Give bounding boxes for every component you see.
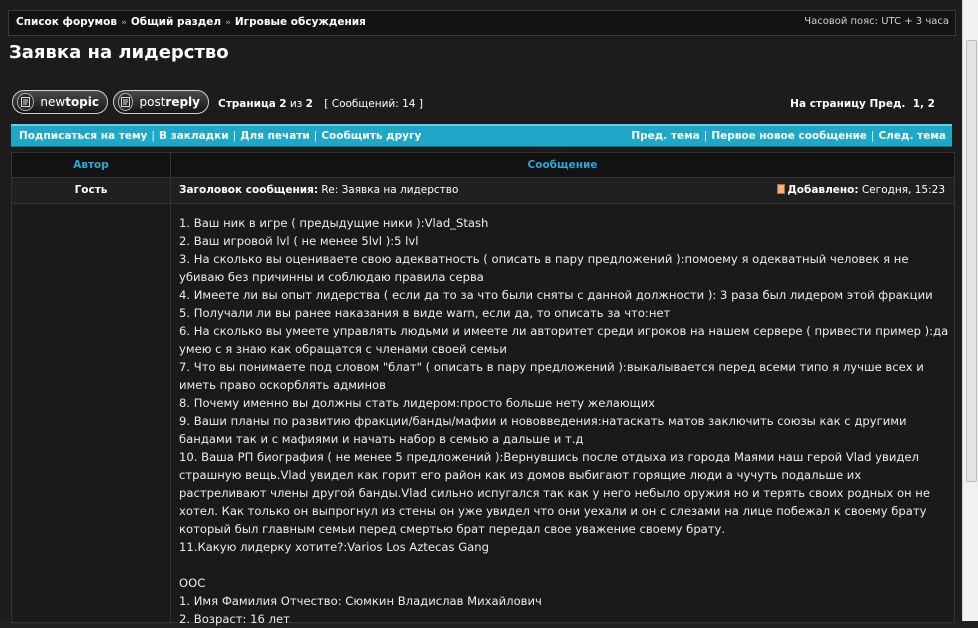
message-line: 8. Почему именно вы должны стать лидером:просто больше нету желающих [179, 396, 655, 410]
scrollbar-thumb[interactable] [966, 40, 977, 482]
message-line: 1. Ваш ник в игре ( предыдущие ники ):Vlad_Stash [179, 216, 489, 230]
separator: | [151, 130, 155, 142]
vertical-scrollbar[interactable] [962, 0, 978, 621]
separator: | [313, 130, 318, 142]
author-column-header: Автор [12, 153, 171, 177]
paragraph-gap [179, 556, 949, 574]
author-profile-column [12, 204, 171, 622]
message-line: 1. Имя Фамилия Отчество: Сюмкин Владислав Михайлович [179, 594, 542, 608]
posted-time: Сегодня, 15:23 [861, 184, 945, 196]
next-topic-link[interactable]: След. тема [878, 130, 946, 142]
topic-actions-right [631, 130, 946, 142]
total-pages: 2 [305, 98, 313, 110]
message-line: 4. Имеете ли вы опыт лидерства ( если да то за что были сняты с данной должности ): 3 раза был лидером этой фракции [179, 288, 933, 302]
separator: | [870, 130, 875, 142]
topic-actions-bar [11, 124, 952, 147]
page-info [218, 98, 423, 110]
message-count: [ Сообщений: 14 ] [324, 98, 423, 110]
post-body-row [12, 204, 954, 626]
breadcrumb-general-section[interactable]: Общий раздел [130, 16, 222, 28]
breadcrumb-separator-icon: » [120, 18, 127, 28]
page-navigation [790, 98, 935, 110]
navbar [8, 10, 956, 36]
post-header-row [12, 178, 954, 204]
bookmark-link[interactable]: В закладки [158, 130, 229, 142]
email-friend-link[interactable]: Сообщить другу [321, 130, 422, 142]
print-link[interactable]: Для печати [240, 130, 310, 142]
message-line: 7. Что вы понимаете под словом "блат" ( описать в пару предложений ):выкалывается перед всеми типо я лучше всех и иметь право оскорблять админов [179, 360, 924, 392]
post-message [179, 214, 949, 628]
page-links[interactable]: 1, 2 [912, 98, 935, 110]
topic-actions-left [19, 130, 421, 142]
post-subject [179, 184, 458, 196]
message-line: 2. Возраст: 16 лет [179, 612, 290, 626]
page-label: Страница [218, 98, 276, 110]
message-line: 6. На сколько вы умеете управлять людьми и имеете ли авторитет среди игроков на нашем сервере ( привести пример ):да умею с я знаю как обращатся с членами своей семьи [179, 324, 949, 356]
table-header [12, 153, 954, 178]
first-unread-link[interactable]: Первое новое сообщение [711, 130, 867, 142]
timezone-label: Часовой пояс: UTC + 3 часа [804, 16, 949, 27]
breadcrumb-forum-list[interactable]: Список форумов [16, 16, 117, 28]
current-page: 2 [279, 98, 287, 110]
page-title[interactable]: Заявка на лидерство [9, 42, 229, 63]
breadcrumb-game-discussions[interactable]: Игровые обсуждения [234, 16, 366, 28]
post-date [777, 184, 945, 196]
post-link-icon[interactable] [777, 184, 785, 194]
message-column-header: Сообщение [527, 159, 598, 171]
document-icon [118, 93, 133, 111]
breadcrumb-separator-icon: » [225, 18, 231, 28]
message-line: 11.Какую лидерку хотите?:Varios Los Aztecas Gang [179, 540, 489, 554]
message-line: 5. Получали ли вы ранее наказания в виде warn, если да, то описать за что:нет [179, 306, 671, 320]
message-line: 3. На сколько вы оцениваете свою адекватность ( описать в пару предложений ):помоему я одекватный человек я не убиваю без причинны и соблюдаю правила серва [179, 252, 909, 284]
page-of: из [289, 98, 303, 110]
prev-topic-link[interactable]: Пред. тема [631, 130, 700, 142]
separator: | [703, 130, 708, 142]
message-line: 9. Ваши планы по развитию фракции/банды/мафии и нововведения:натаскать матов заключить союзы как с другими бандами так и с мафиями и начать набор в семью а дальше и т.д [179, 414, 907, 446]
new-topic-label-topic: topic [65, 95, 99, 109]
new-topic-button[interactable] [12, 90, 108, 114]
prev-page-link[interactable]: Пред. [869, 98, 906, 110]
subject-label: Заголовок сообщения: [179, 184, 319, 196]
document-icon [17, 93, 34, 111]
post-author[interactable]: Гость [12, 178, 171, 203]
breadcrumb [16, 16, 366, 28]
post-reply-label-reply: reply [165, 95, 200, 109]
posted-label: Добавлено: [787, 184, 859, 196]
message-line: 10. Ваша РП биография ( не менее 5 предложений ):Вернувшись после отдыха из города Маями наш герой Vlad увидел страшную вещь.Vlad увидел как горит его район как из домов выбигают горящие люди а чучуть подальше их растреливают члены другой банды.Vlad сильно испугался так как у него небыло оружия но и терять своих родных он не хотел. Как только он выпрогнул из стены он уже увидел что они уехали и он с слезами на лице побежал к своему брату который был главным семьи перед смертью брат передал свое уважение своему брату. [179, 450, 931, 536]
message-line: 2. Ваш игровой lvl ( не менее 5lvl ):5 lvl [179, 234, 419, 248]
subscribe-link[interactable]: Подписаться на тему [19, 130, 148, 142]
post-reply-button[interactable] [113, 90, 209, 114]
new-topic-label-new: new [40, 95, 66, 109]
ooc-title: OOC [179, 576, 206, 590]
post-reply-label-post: post [139, 95, 166, 109]
subject-text: Re: Заявка на лидерство [321, 184, 459, 196]
posts-table [11, 152, 955, 626]
separator: | [232, 130, 237, 142]
goto-page-label: На страницу [790, 98, 866, 110]
